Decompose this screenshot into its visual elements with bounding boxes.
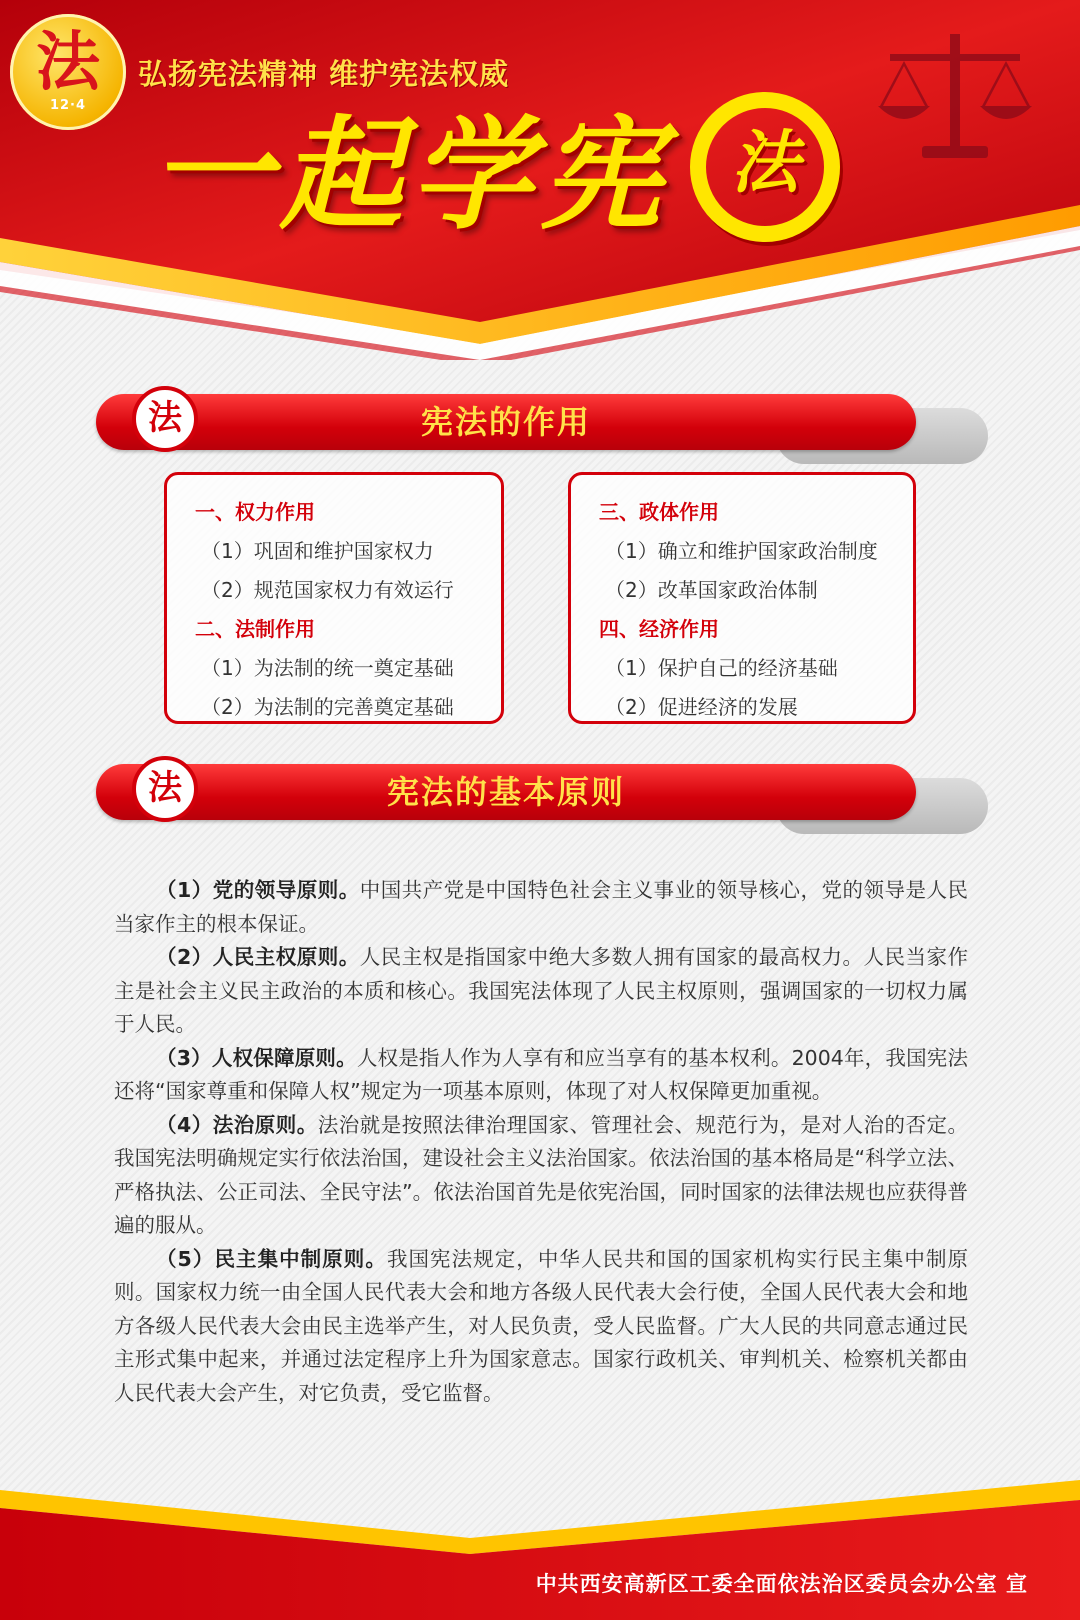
role-heading: 四、经济作用 bbox=[599, 617, 719, 641]
principle-paragraph bbox=[114, 1042, 968, 1109]
slogan: 弘扬宪法精神 维护宪法权威 bbox=[138, 57, 510, 91]
principles-text bbox=[114, 874, 968, 1410]
section-banner-principles bbox=[96, 764, 988, 832]
principle-body: 中国共产党是中国特色社会主义事业的领导核心，党的领导是人民当家作主的根本保证。 bbox=[114, 878, 969, 936]
logo-date: 12·4 bbox=[49, 98, 87, 113]
emblem-glyph: 法 bbox=[148, 398, 182, 438]
principle-lead: （2）人民主权原则。 bbox=[156, 945, 360, 969]
role-item: （2）为法制的完善奠定基础 bbox=[201, 695, 454, 719]
principle-paragraph bbox=[114, 874, 968, 941]
principle-body: 我国宪法规定，中华人民共和国的国家机构实行民主集中制原则。国家权力统一由全国人民代表大会和地方各级人民代表大会行使，全国人民代表大会和地方各级人民代表大会由民主选举产生，对人民负责，受人民监督。广大人民的共同意志通过民主形式集中起来，并通过法定程序上升为国家意志。国家行政机关、审判机关、检察机关都由人民代表大会产生，对它负责，受它监督。 bbox=[114, 1246, 969, 1405]
principle-lead: （4）法治原则。 bbox=[156, 1112, 318, 1137]
role-box-left bbox=[164, 472, 504, 724]
role-item: （1）巩固和维护国家权力 bbox=[201, 539, 434, 563]
scales-of-justice-icon bbox=[870, 28, 1040, 168]
principle-body: 法治就是按照法律治理国家、管理社会、规范行为，是对人治的否定。我国宪法明确规定实行依法治国，建设社会主义法治国家。依法治国的基本格局是“科学立法、严格执法、公正司法、全民守法”。依法治国首先是依宪治国，同时国家的法律法规也应获得普遍的服从。 bbox=[114, 1112, 969, 1237]
role-item: （2）规范国家权力有效运行 bbox=[201, 578, 454, 602]
logo-glyph: 法 bbox=[36, 25, 100, 100]
role-item: （1）为法制的统一奠定基础 bbox=[201, 656, 454, 680]
title-law-emblem bbox=[690, 92, 840, 242]
role-heading: 三、政体作用 bbox=[599, 500, 719, 524]
section-title-role: 宪法的作用 bbox=[420, 403, 591, 441]
principle-lead: （5）民主集中制原则。 bbox=[156, 1246, 387, 1271]
principle-paragraph bbox=[114, 941, 968, 1042]
section-title-principles: 宪法的基本原则 bbox=[386, 773, 625, 811]
header-banner bbox=[0, 0, 1080, 360]
issuer-credit: 中共西安高新区工委全面依法治区委员会办公室 宣 bbox=[535, 1572, 1028, 1596]
role-item: （1）保护自己的经济基础 bbox=[605, 656, 838, 680]
role-heading: 一、权力作用 bbox=[195, 500, 315, 524]
emblem-glyph: 法 bbox=[148, 768, 182, 808]
role-item: （1）确立和维护国家政治制度 bbox=[605, 539, 878, 563]
law-day-logo bbox=[10, 14, 126, 130]
footer-band bbox=[0, 1450, 1080, 1620]
principle-paragraph bbox=[114, 1109, 968, 1243]
principle-lead: （3）人权保障原则。 bbox=[156, 1045, 357, 1070]
principle-paragraph bbox=[114, 1243, 968, 1411]
principle-body: 人权是指人作为人享有和应当享有的基本权利。2004年，我国宪法还将“国家尊重和保障人权”规定为一项基本原则，体现了对人权保障更加重视。 bbox=[114, 1045, 969, 1103]
principle-body: 人民主权是指国家中绝大多数人拥有国家的最高权力。人民当家作主是社会主义民主政治的本质和核心。我国宪法体现了人民主权原则，强调国家的一切权力属于人民。 bbox=[114, 945, 969, 1036]
role-item: （2）促进经济的发展 bbox=[605, 695, 798, 719]
title-emblem-glyph: 法 bbox=[730, 124, 799, 203]
principle-lead: （1）党的领导原则。 bbox=[156, 878, 360, 902]
main-title: 一起学宪 bbox=[150, 104, 670, 246]
role-item: （2）改革国家政治体制 bbox=[605, 578, 818, 602]
role-box-right bbox=[568, 472, 916, 724]
section-banner-role bbox=[96, 394, 988, 462]
role-heading: 二、法制作用 bbox=[195, 617, 315, 641]
